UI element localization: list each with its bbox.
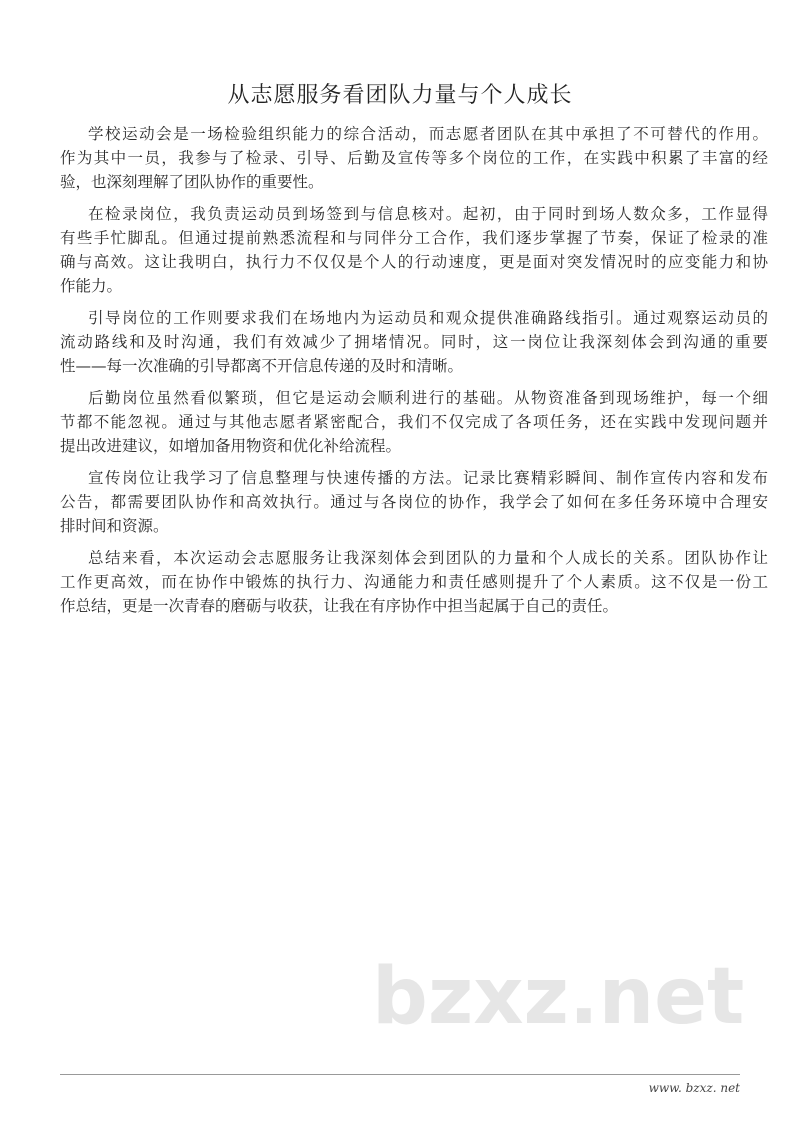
paragraph-line: 学校运动会是一场检验组织能力的综合活动，而志愿者团队在其中承担了不可替代的作用。 <box>88 125 768 143</box>
paragraph-line: 总结来看，本次运动会志愿服务让我深刻体会到团队的力量和个人成长的关系。团队协作让 <box>88 549 768 567</box>
paragraph-line: 排时间和资源。 <box>60 517 169 535</box>
paragraph-line: 作总结，更是一次青春的磨砺与收获，让我在有序协作中担当起属于自己的责任。 <box>60 597 619 615</box>
paragraph-line: 后勤岗位虽然看似繁琐，但它是运动会顺利进行的基础。从物资准备到现场维护，每一个细 <box>88 389 768 407</box>
paragraph-line: 确与高效。这让我明白，执行力不仅仅是个人的行动速度，更是面对突发情况时的应变能力和协 <box>60 253 768 271</box>
paragraph-line: 节都不能忽视。通过与其他志愿者紧密配合，我们不仅完成了各项任务，还在实践中发现问题并 <box>60 413 768 431</box>
paragraph-line: 性——每一次准确的引导都离不开信息传递的及时和清晰。 <box>60 357 464 375</box>
document-title: 从志愿服务看团队力量与个人成长 <box>227 83 573 108</box>
paragraph-line: 宣传岗位让我学习了信息整理与快速传播的方法。记录比赛精彩瞬间、制作宣传内容和发布 <box>88 469 768 487</box>
paragraph-line: 提出改进建议，如增加备用物资和优化补给流程。 <box>60 437 402 455</box>
paragraph-line: 作为其中一员，我参与了检录、引导、后勤及宣传等多个岗位的工作，在实践中积累了丰富的经 <box>60 149 768 167</box>
paragraph-line: 验，也深刻理解了团队协作的重要性。 <box>60 173 324 191</box>
paragraph <box>60 386 768 458</box>
paragraph <box>60 306 768 378</box>
paragraph-line: 引导岗位的工作则要求我们在场地内为运动员和观众提供准确路线指引。通过观察运动员的 <box>88 309 768 327</box>
footer-url: www. bzxz. net <box>648 1081 740 1095</box>
paragraph-line: 流动路线和及时沟通，我们有效减少了拥堵情况。同时，这一岗位让我深刻体会到沟通的重要 <box>60 333 768 351</box>
paragraph-line: 公告，都需要团队协作和高效执行。通过与各岗位的协作，我学会了如何在多任务环境中合理安 <box>60 493 768 511</box>
paragraph <box>60 202 768 298</box>
paragraph-line: 工作更高效，而在协作中锻炼的执行力、沟通能力和责任感则提升了个人素质。这不仅是一份工 <box>60 573 768 591</box>
paragraph-line: 作能力。 <box>60 277 123 295</box>
footer-divider <box>60 1074 740 1075</box>
paragraph <box>60 546 768 618</box>
watermark: bzxz.net <box>372 952 745 1042</box>
paragraph <box>60 122 768 194</box>
paragraph-line: 在检录岗位，我负责运动员到场签到与信息核对。起初，由于同时到场人数众多，工作显得 <box>88 205 768 223</box>
paragraph <box>60 466 768 538</box>
document-body <box>60 122 768 626</box>
paragraph-line: 有些手忙脚乱。但通过提前熟悉流程和与同伴分工合作，我们逐步掌握了节奏，保证了检录的准 <box>60 229 768 247</box>
